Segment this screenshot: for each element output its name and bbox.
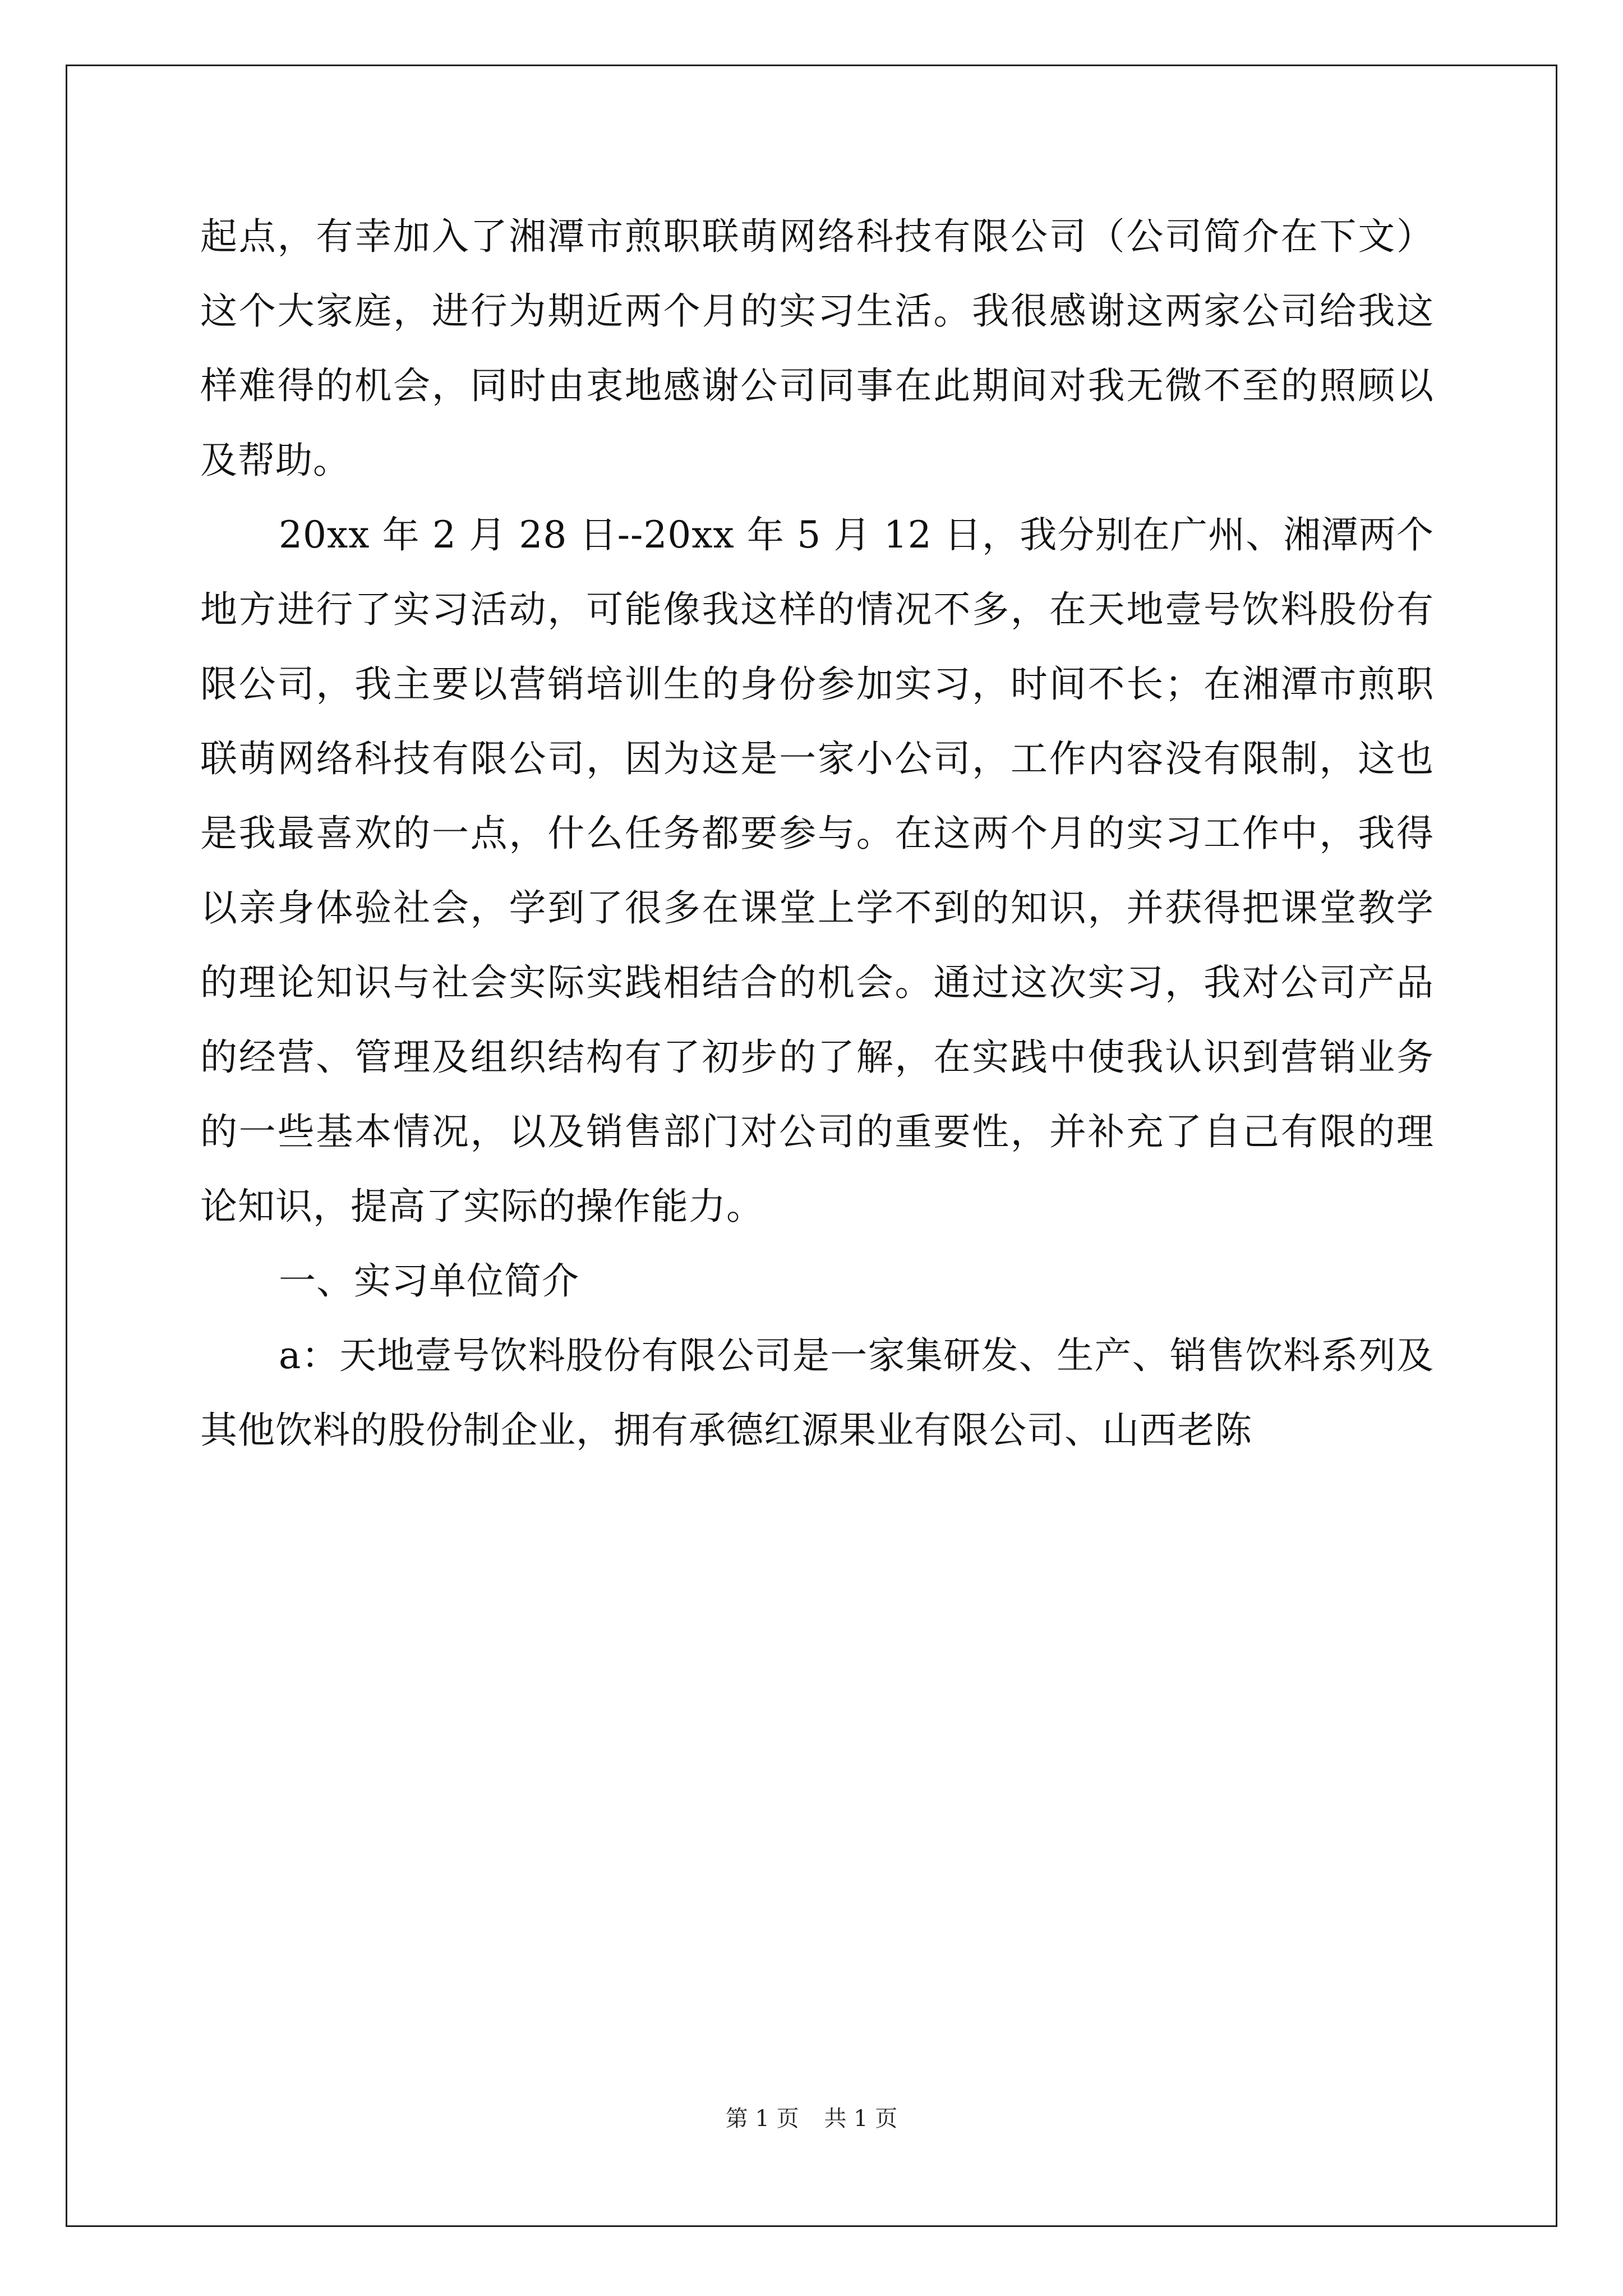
page-footer bbox=[0, 2105, 1623, 2133]
page-number: 第 1 页 bbox=[725, 2106, 799, 2132]
paragraph-company-a: a：天地壹号饮料股份有限公司是一家集研发、生产、销售饮料系列及其他饮料的股份制企业，拥有承德红源果业有限公司、山西老陈 bbox=[200, 1334, 1434, 1452]
section-heading-company-intro: 一、实习单位简介 bbox=[279, 1259, 579, 1303]
document-body bbox=[200, 199, 1434, 1467]
page-total: 共 1 页 bbox=[824, 2106, 898, 2132]
paragraph-intro: 起点，有幸加入了湘潭市煎职联萌网络科技有限公司（公司简介在下文）这个大家庭，进行为期近两个月的实习生活。我很感谢这两家公司给我这样难得的机会，同时由衷地感谢公司同事在此期间对我无微不至的照顾以及帮助。 bbox=[200, 215, 1434, 482]
paragraph-internship-summary: 20xx 年 2 月 28 日--20xx 年 5 月 12 日，我分别在广州、湘潭两个地方进行了实习活动，可能像我这样的情况不多，在天地壹号饮料股份有限公司，我主要以营销培训生的身份参加实习，时间不长；在湘潭市煎职联萌网络科技有限公司，因为这是一家小公司，工作内容没有限制，这也是我最喜欢的一点，什么任务都要参与。在这两个月的实习工作中，我得以亲身体验社会，学到了很多在课堂上学不到的知识，并获得把课堂教学的理论知识与社会实际实践相结合的机会。通过这次实习，我对公司产品的经营、管理及组织结构有了初步的了解，在实践中使我认识到营销业务的一些基本情况，以及销售部门对公司的重要性，并补充了自己有限的理论知识，提高了实际的操作能力。 bbox=[200, 513, 1434, 1228]
